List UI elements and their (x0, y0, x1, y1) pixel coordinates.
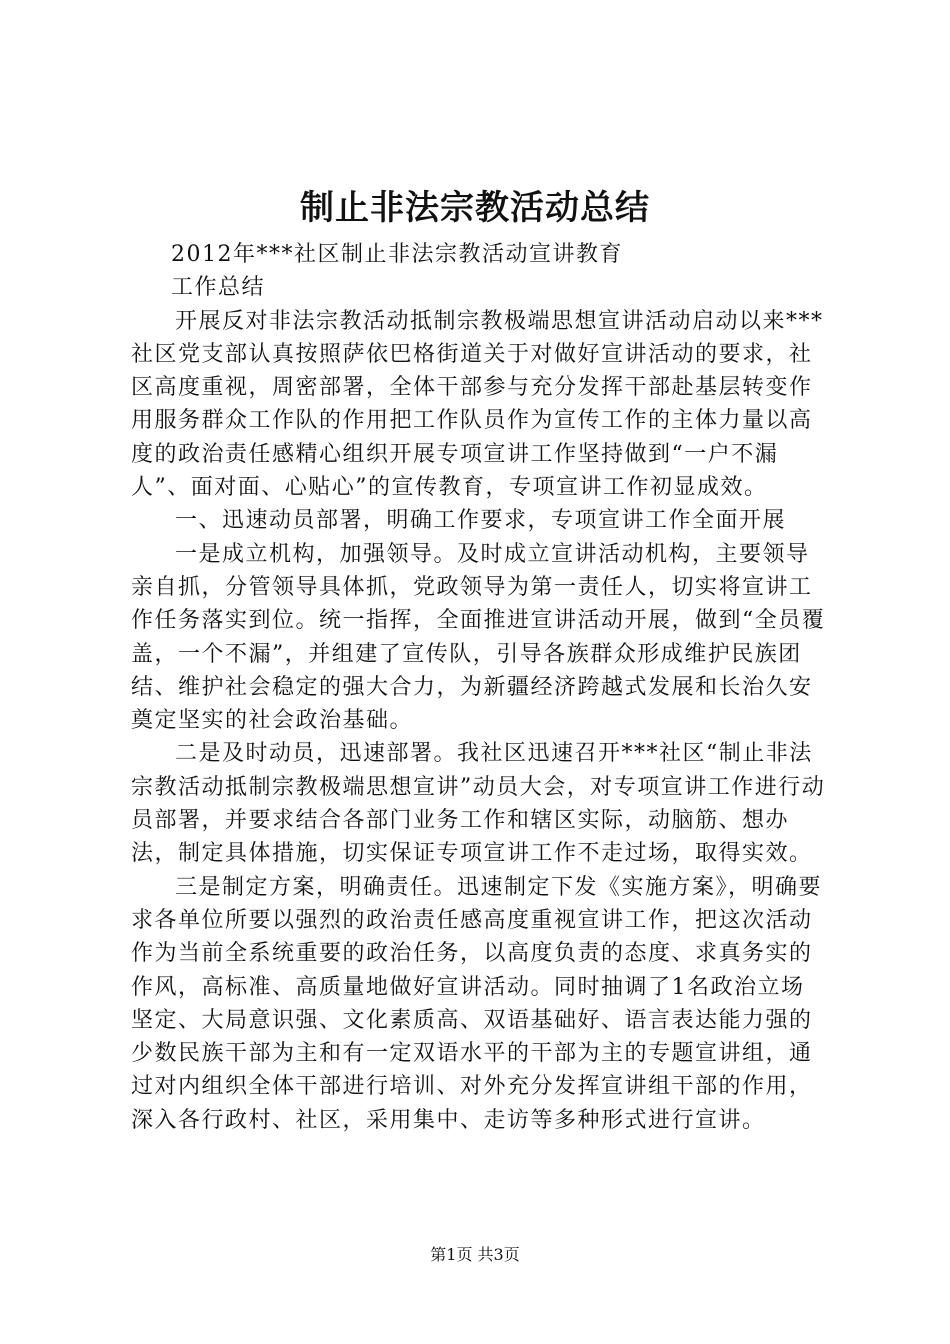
document-title: 制止非法宗教活动总结 (300, 188, 650, 228)
document-body (131, 238, 826, 1137)
subtitle-line-1: 2012年***社区制止非法宗教活动宣讲教育 (171, 242, 623, 267)
paragraph-intro: 开展反对非法宗教活动抵制宗教极端思想宣讲活动启动以来***社区党支部认真按照萨依巴格街道关于对做好宣讲活动的要求，社区高度重视，周密部署，全体干部参与充分发挥干部赴基层转变作用服务群众工作队的作用把工作队员作为宣传工作的主体力量以高度的政治责任感精心组织开展专项宣讲工作坚持做到“一户不漏人”、面对面、心贴心”的宣传教育，专项宣讲工作初显成效。 (131, 308, 824, 501)
section-heading-1: 一、迅速动员部署，明确工作要求，专项宣讲工作全面开展 (175, 508, 787, 534)
subtitle-line-2: 工作总结 (171, 275, 266, 301)
page-footer: 第1页 共3页 (430, 1245, 520, 1264)
paragraph-item-1: 一是成立机构，加强领导。及时成立宣讲活动机构，主要领导亲自抓，分管领导具体抓，党政领导为第一责任人，切实将宣讲工作任务落实到位。统一指挥，全面推进宣讲活动开展，做到“全员覆盖，一个不漏”，并组建了宣传队，引导各族群众形成维护民族团结、维护社会稳定的强大合力，为新疆经济跨越式发展和长治久安奠定坚实的社会政治基础。 (131, 541, 826, 734)
paragraph-item-2: 二是及时动员，迅速部署。我社区迅速召开***社区“制止非法宗教活动抵制宗教极端思想宣讲”动员大会，对专项宣讲工作进行动员部署，并要求结合各部门业务工作和辖区实际，动脑筋、想办法，制定具体措施，切实保证专项宣讲工作不走过场，取得实效。 (131, 741, 826, 867)
paragraph-item-3: 三是制定方案，明确责任。迅速制定下发《实施方案》，明确要求各单位所要以强烈的政治责任感高度重视宣讲工作，把这次活动作为当前全系统重要的政治任务，以高度负责的态度、求真务实的作风，高标准、高质量地做好宣讲活动。同时抽调了1名政治立场坚定、大局意识强、文化素质高、双语基础好、语言表达能力强的少数民族干部为主和有一定双语水平的干部为主的专题宣讲组，通过对内组织全体干部进行培训、对外充分发挥宣讲组干部的作用，深入各行政村、社区，采用集中、走访等多种形式进行宣讲。 (131, 874, 823, 1133)
